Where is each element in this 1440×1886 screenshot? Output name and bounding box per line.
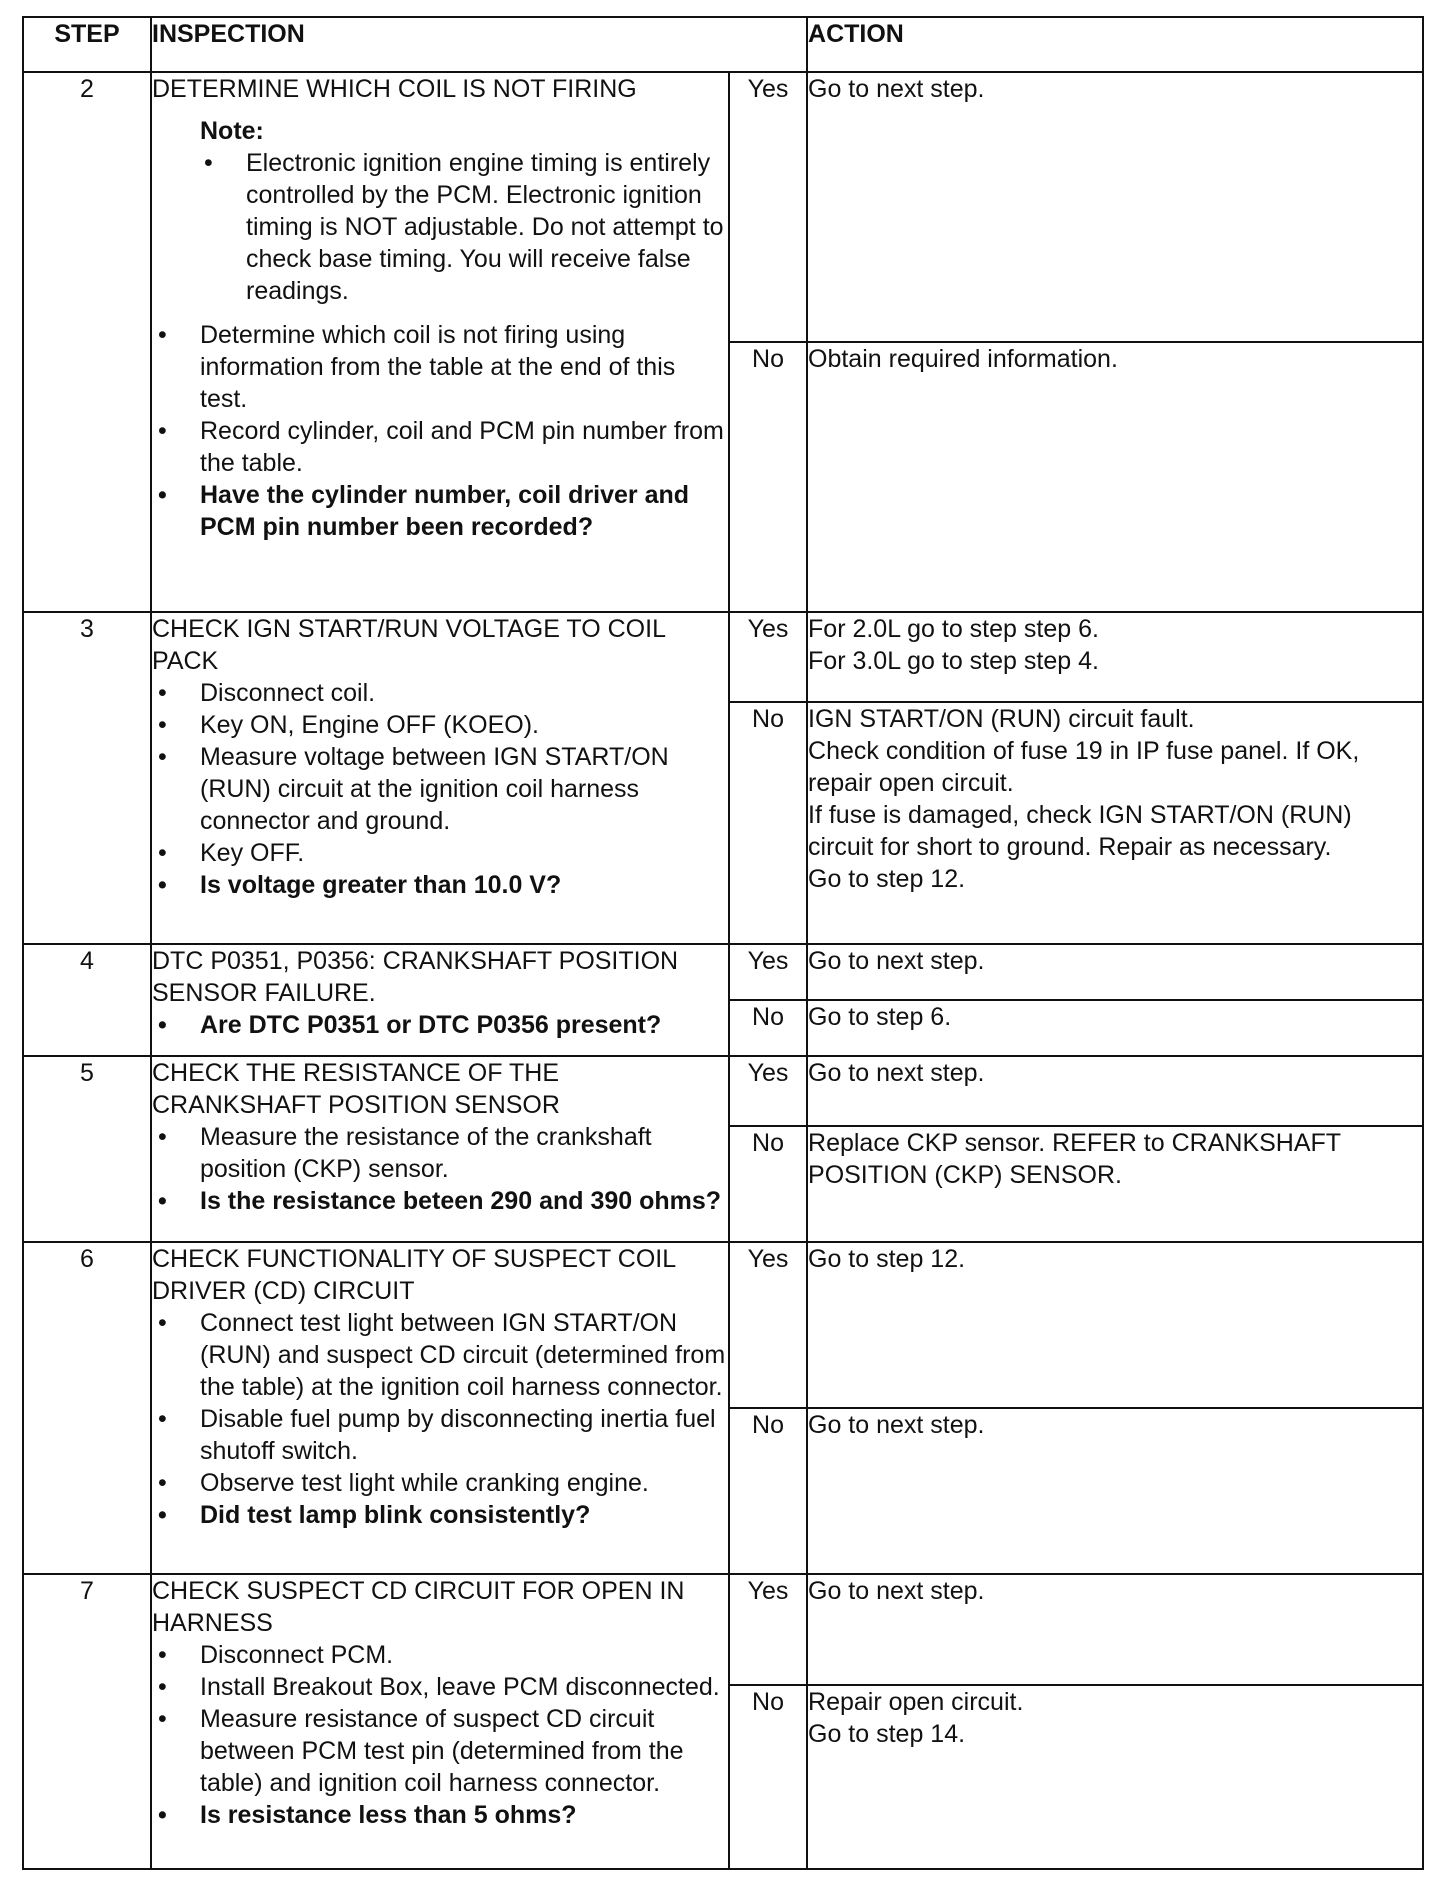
inspection-question: • Is voltage greater than 10.0 V? (152, 869, 728, 901)
inspection-question: • Are DTC P0351 or DTC P0356 present? (152, 1009, 728, 1041)
instruction-item: • Key ON, Engine OFF (KOEO). (152, 709, 728, 741)
yes-action: Go to next step. (807, 1056, 1423, 1126)
instruction-item: • Determine which coil is not firing using information from the table at the end of this test. (152, 319, 728, 415)
no-label: No (729, 1126, 807, 1241)
inspection-cell (151, 72, 729, 612)
action-line: IGN START/ON (RUN) circuit fault. (808, 705, 1195, 734)
step-row (23, 944, 1423, 1000)
action-line: For 2.0L go to step step 6. (808, 615, 1099, 644)
action-line: Go to step 12. (808, 865, 966, 894)
instruction-item: • Measure resistance of suspect CD circuit between PCM test pin (determined from the table) and ignition coil harness connector. (152, 1703, 728, 1799)
header-row (23, 17, 1423, 72)
instruction-list (152, 677, 728, 901)
note-label: Note: (200, 116, 264, 145)
action-line: Repair open circuit. (808, 1688, 1024, 1717)
no-action: Obtain required information. (807, 342, 1423, 612)
step-row (23, 1242, 1423, 1408)
no-action (807, 702, 1423, 944)
note-item: • Electronic ignition engine timing is entirely controlled by the PCM. Electronic ignition timing is NOT adjustable. Do not attempt to check base timing. You will receive false readings. (152, 147, 728, 307)
header-inspection: INSPECTION (151, 17, 807, 72)
inspection-question: • Did test lamp blink consistently? (152, 1499, 728, 1531)
inspection-cell (151, 1056, 729, 1241)
instruction-item: • Observe test light while cranking engine. (152, 1467, 728, 1499)
diagnostic-table (22, 16, 1424, 1870)
yes-action: Go to next step. (807, 72, 1423, 342)
instruction-item: • Measure voltage between IGN START/ON (RUN) circuit at the ignition coil harness connector and ground. (152, 741, 728, 837)
no-label: No (729, 702, 807, 944)
instruction-item: • Measure the resistance of the crankshaft position (CKP) sensor. (152, 1121, 728, 1185)
step-title: CHECK IGN START/RUN VOLTAGE TO COIL PACK (152, 615, 666, 676)
yes-label: Yes (729, 612, 807, 702)
header-action: ACTION (807, 17, 1423, 72)
step-number: 6 (23, 1242, 151, 1574)
step-title: CHECK FUNCTIONALITY OF SUSPECT COIL DRIVER (CD) CIRCUIT (152, 1244, 676, 1305)
instruction-item: • Install Breakout Box, leave PCM disconnected. (152, 1671, 728, 1703)
step-title: DTC P0351, P0356: CRANKSHAFT POSITION SENSOR FAILURE. (152, 947, 679, 1008)
step-title: DETERMINE WHICH COIL IS NOT FIRING (152, 74, 637, 103)
inspection-cell (151, 612, 729, 944)
step-row (23, 72, 1423, 342)
step-row (23, 612, 1423, 702)
yes-label: Yes (729, 1056, 807, 1126)
instruction-item: • Connect test light between IGN START/ON (RUN) and suspect CD circuit (determined from the table) at the ignition coil harness connector. (152, 1307, 728, 1403)
inspection-cell (151, 1574, 729, 1869)
step-number: 4 (23, 944, 151, 1056)
no-label: No (729, 1408, 807, 1574)
inspection-cell (151, 1242, 729, 1574)
action-line: If fuse is damaged, check IGN START/ON (RUN) circuit for short to ground. Repair as necessary. (808, 801, 1352, 862)
yes-label: Yes (729, 944, 807, 1000)
no-action: Go to step 6. (807, 1000, 1423, 1056)
diagnostic-table-sheet (22, 16, 1422, 1870)
action-line: Check condition of fuse 19 in IP fuse panel. If OK, repair open circuit. (808, 737, 1360, 798)
yes-label: Yes (729, 72, 807, 342)
instruction-list (152, 319, 728, 543)
step-title: CHECK THE RESISTANCE OF THE CRANKSHAFT POSITION SENSOR (152, 1059, 560, 1120)
yes-action: Go to next step. (807, 944, 1423, 1000)
action-line: Go to step 14. (808, 1720, 966, 1749)
instruction-item: • Key OFF. (152, 837, 728, 869)
inspection-question: • Is the resistance beteen 290 and 390 ohms? (152, 1185, 728, 1217)
step-number: 5 (23, 1056, 151, 1241)
instruction-list (152, 1121, 728, 1217)
no-label: No (729, 342, 807, 612)
no-action: Replace CKP sensor. REFER to CRANKSHAFT POSITION (CKP) SENSOR. (807, 1126, 1423, 1241)
step-row (23, 1574, 1423, 1685)
instruction-item: • Disconnect coil. (152, 677, 728, 709)
instruction-item: • Disconnect PCM. (152, 1639, 728, 1671)
yes-label: Yes (729, 1574, 807, 1685)
yes-action: Go to step 12. (807, 1242, 1423, 1408)
yes-label: Yes (729, 1242, 807, 1408)
yes-action: Go to next step. (807, 1574, 1423, 1685)
yes-action (807, 612, 1423, 702)
inspection-question: • Have the cylinder number, coil driver and PCM pin number been recorded? (152, 479, 728, 543)
no-label: No (729, 1000, 807, 1056)
inspection-cell (151, 944, 729, 1056)
header-step: STEP (23, 17, 151, 72)
inspection-question: • Is resistance less than 5 ohms? (152, 1799, 728, 1831)
instruction-item: • Disable fuel pump by disconnecting inertia fuel shutoff switch. (152, 1403, 728, 1467)
instruction-item: • Record cylinder, coil and PCM pin number from the table. (152, 415, 728, 479)
step-number: 2 (23, 72, 151, 612)
no-action (807, 1685, 1423, 1869)
action-line: For 3.0L go to step step 4. (808, 647, 1099, 676)
step-number: 7 (23, 1574, 151, 1869)
instruction-list (152, 1009, 728, 1041)
no-label: No (729, 1685, 807, 1869)
instruction-list (152, 1639, 728, 1831)
step-row (23, 1056, 1423, 1126)
note-list (152, 147, 728, 307)
step-title: CHECK SUSPECT CD CIRCUIT FOR OPEN IN HARNESS (152, 1576, 685, 1637)
no-action: Go to next step. (807, 1408, 1423, 1574)
instruction-list (152, 1307, 728, 1531)
step-number: 3 (23, 612, 151, 944)
